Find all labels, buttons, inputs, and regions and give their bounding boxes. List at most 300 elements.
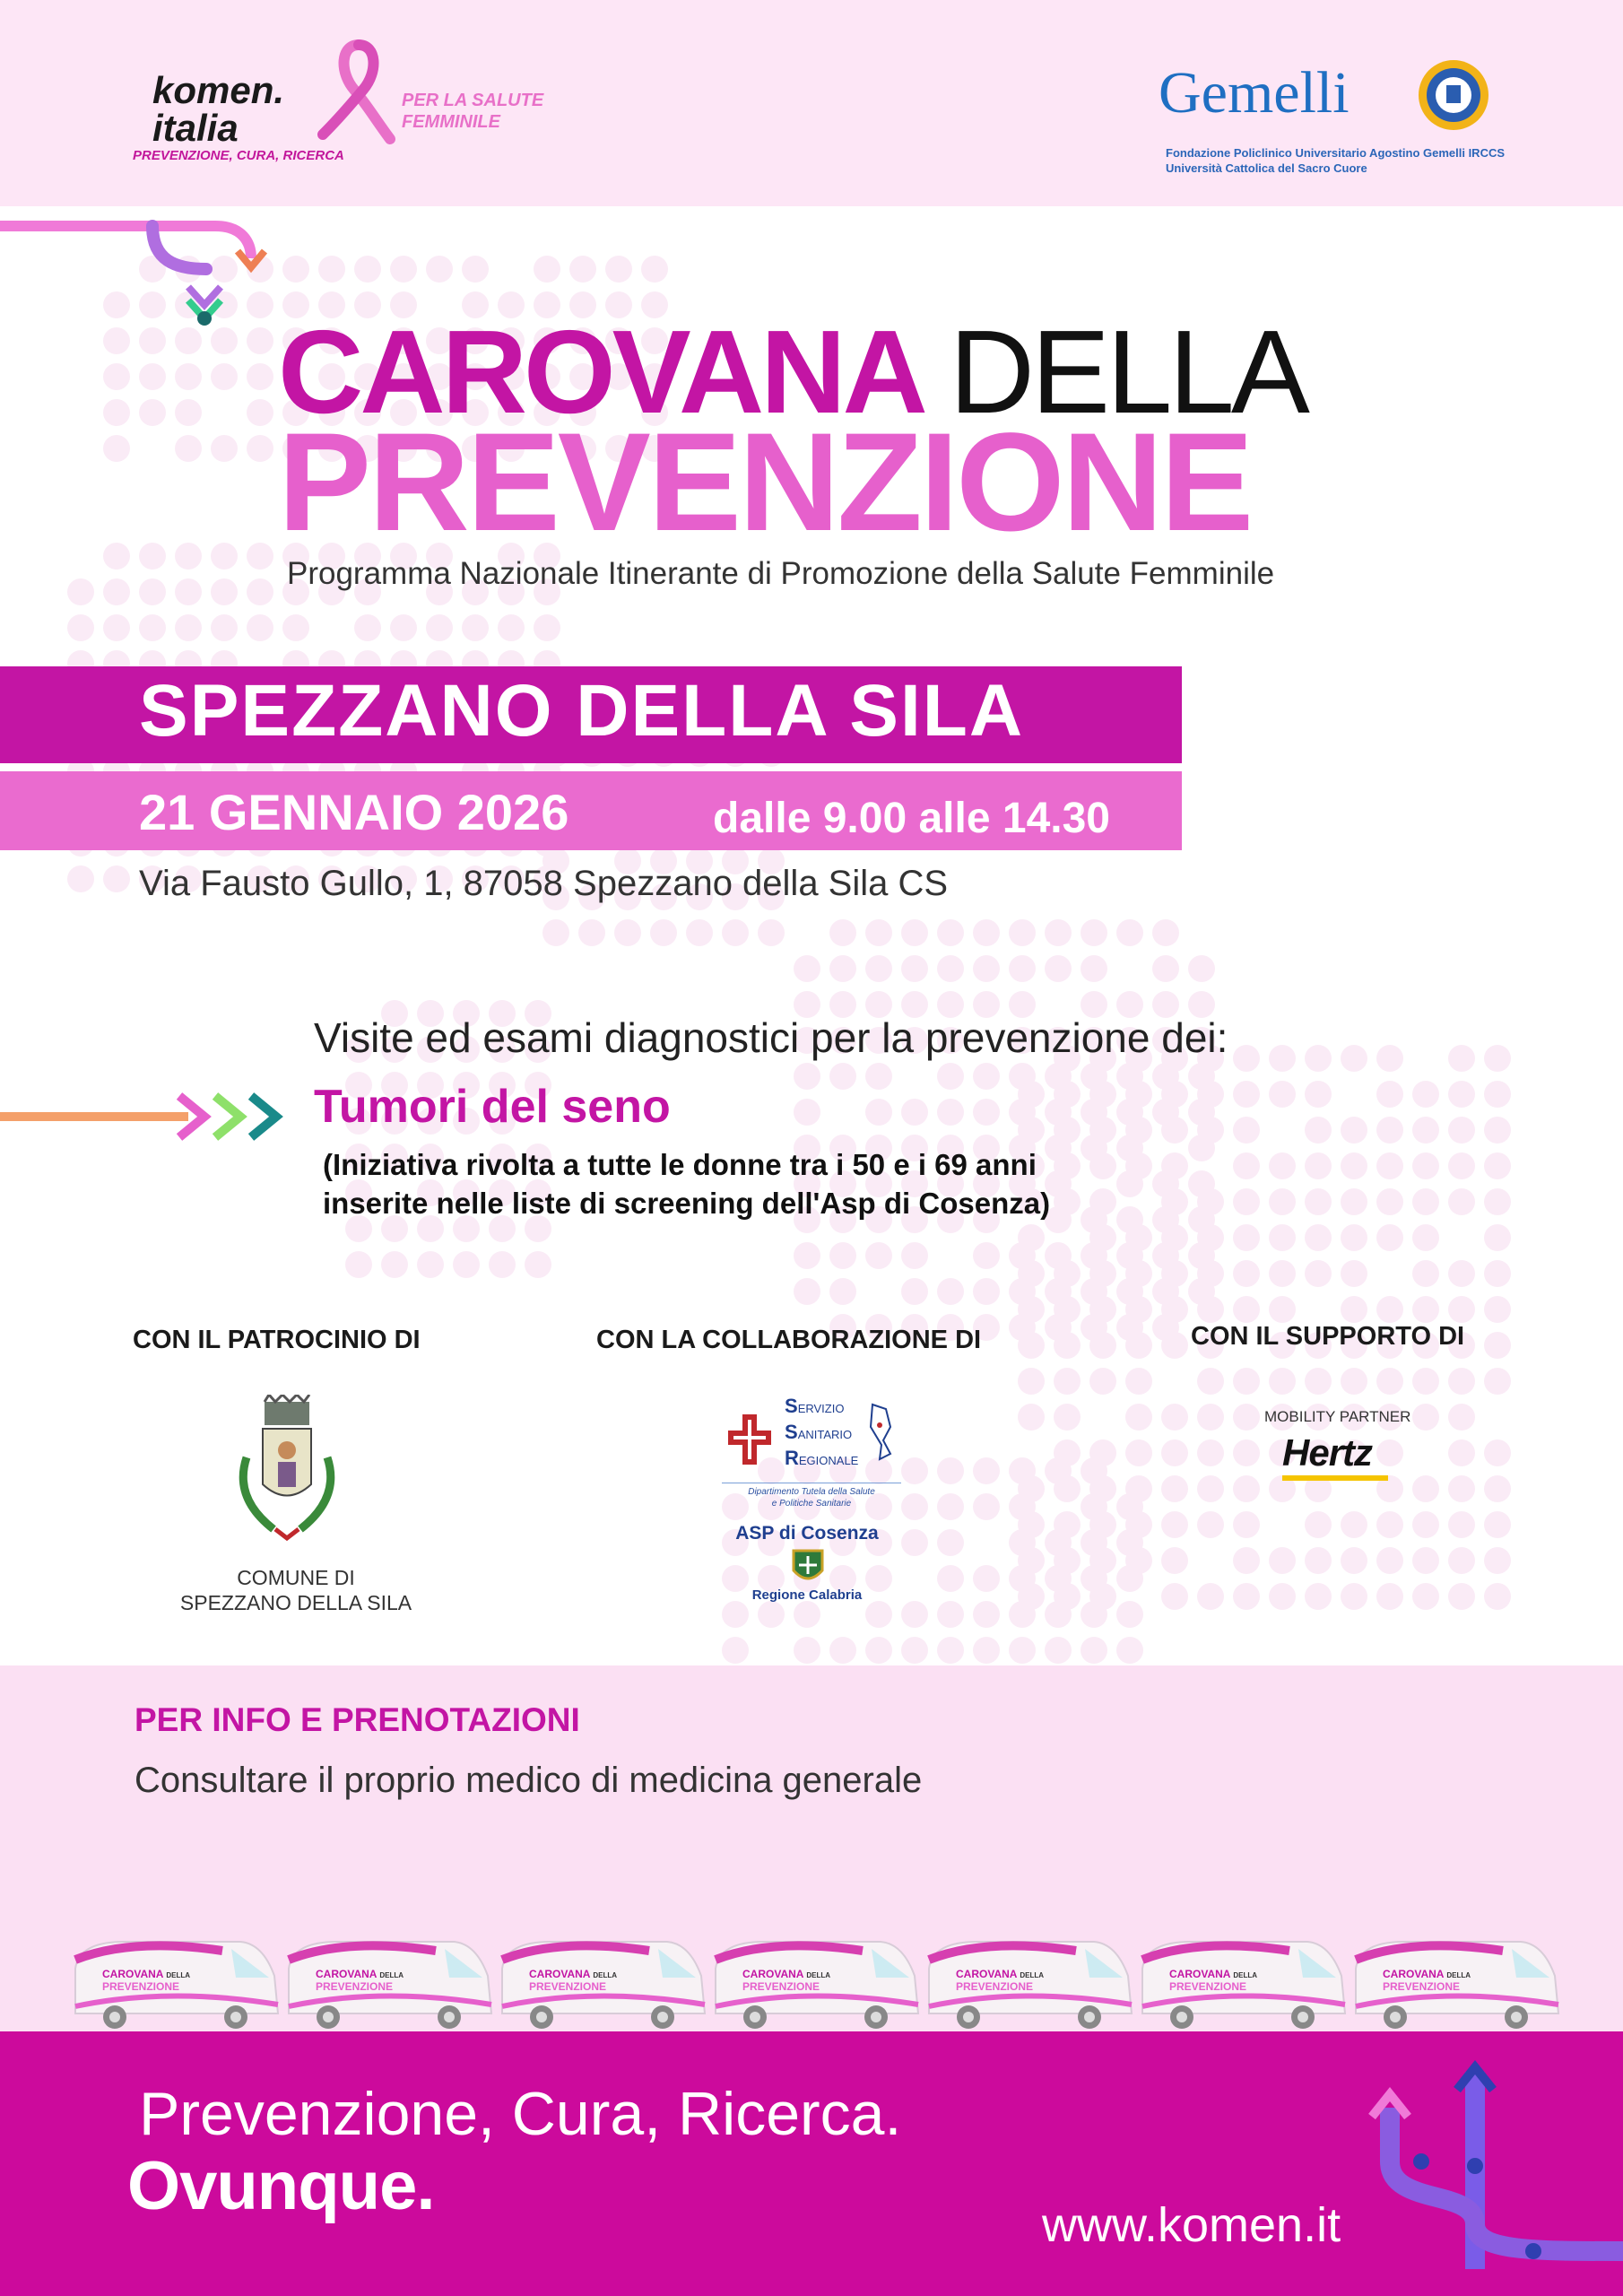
decorative-dot (1448, 1511, 1475, 1538)
decorative-dot (973, 1457, 1000, 1484)
decorative-dot (865, 1099, 892, 1126)
decorative-dot (1305, 1188, 1332, 1215)
ssr-letter3: R (785, 1447, 799, 1469)
decorative-dot (534, 614, 560, 641)
decorative-dot (1233, 1439, 1260, 1466)
decorative-dot (1233, 1296, 1260, 1323)
decorative-dot (1233, 1404, 1260, 1431)
decorative-dot (937, 955, 964, 982)
decorative-dot (139, 614, 166, 641)
asp-name: ASP di Cosenza (735, 1523, 879, 1544)
decorative-dot (901, 1493, 928, 1520)
decorative-dot (865, 1063, 892, 1090)
decorative-dot (1233, 1260, 1260, 1287)
bus-label-prevenzione: PREVENZIONE (1383, 1980, 1461, 1993)
decorative-dot (1305, 1152, 1332, 1179)
decorative-dot (937, 1529, 964, 1556)
decorative-dot (901, 919, 928, 946)
decorative-dot (1233, 1511, 1260, 1538)
decorative-dot (901, 1242, 928, 1269)
decorative-dot (1484, 1188, 1511, 1215)
decorative-dot (103, 399, 130, 426)
bus-label (742, 1969, 830, 1993)
decorative-dot (1116, 1529, 1143, 1556)
decorative-dot (1009, 1637, 1036, 1664)
ssr-line3 (785, 1447, 858, 1473)
decorative-dot (103, 435, 130, 462)
decorative-dot (211, 435, 238, 462)
decorative-dot (247, 578, 273, 605)
decorative-dot (282, 614, 309, 641)
event-address: Via Fausto Gullo, 1, 87058 Spezzano della Sila CS (139, 864, 949, 903)
bus-label-prevenzione: PREVENZIONE (1169, 1980, 1247, 1993)
decorative-dot (605, 256, 632, 283)
department-line2: e Politiche Sanitarie (771, 1499, 852, 1509)
decorative-dot (1412, 1188, 1439, 1215)
bus-label-della: DELLA (593, 1971, 618, 1979)
university-seal-icon (1417, 58, 1490, 132)
decorative-dot (1018, 1404, 1045, 1431)
collaborazione-heading: CON LA COLLABORAZIONE DI (596, 1326, 982, 1354)
decorative-dot (103, 614, 130, 641)
ssr-line1 (785, 1395, 858, 1421)
decorative-dot (462, 614, 489, 641)
decorative-dot (829, 919, 856, 946)
decorative-dot (1448, 1439, 1475, 1466)
decorative-dot (1054, 1117, 1081, 1144)
decorative-dot (1484, 1260, 1511, 1287)
decorative-dot (1305, 1224, 1332, 1251)
ssr-text (785, 1395, 858, 1473)
decorative-dot (247, 614, 273, 641)
decorative-dot (1161, 1404, 1188, 1431)
decorative-dot (354, 614, 381, 641)
decorative-dot (1233, 1224, 1260, 1251)
bus-label-della: DELLA (806, 1971, 831, 1979)
decorative-dot (641, 256, 668, 283)
gemelli-foundation-line2: Università Cattolica del Sacro Cuore (1166, 161, 1367, 175)
bus-label-prevenzione: PREVENZIONE (316, 1980, 394, 1993)
decorative-dot (1197, 1511, 1224, 1538)
bus-label (529, 1969, 617, 1993)
decorative-dot (973, 955, 1000, 982)
decorative-dot (1484, 1224, 1511, 1251)
decorative-dot (1448, 1081, 1475, 1108)
decorative-dot (1341, 1045, 1367, 1072)
decorative-dot (1484, 1439, 1511, 1466)
decorative-arrows-top (0, 206, 287, 332)
decorative-dot (1125, 1117, 1152, 1144)
decorative-dot (318, 256, 345, 283)
decorative-dot (1448, 1152, 1475, 1179)
gemelli-foundation-text (1166, 145, 1551, 176)
decorative-dot (1188, 955, 1215, 982)
ssr-word1: ERVIZIO (797, 1402, 845, 1415)
decorative-dot (247, 543, 273, 570)
decorative-dot (247, 399, 273, 426)
decorative-dot (865, 1242, 892, 1269)
decorative-dot (1448, 1296, 1475, 1323)
region-name: Regione Calabria (751, 1587, 863, 1603)
decorative-dot (1484, 1081, 1511, 1108)
decorative-dot (426, 256, 453, 283)
region-shield-icon (790, 1547, 826, 1587)
decorative-dot (1269, 1224, 1296, 1251)
decorative-dot (1376, 1045, 1403, 1072)
info-title: PER INFO E PRENOTAZIONI (135, 1701, 580, 1738)
decorative-dot (1269, 1045, 1296, 1072)
service-note-line1: (Iniziativa rivolta a tutte le donne tra i 50 e i 69 anni (323, 1148, 1037, 1181)
decorative-dot (1089, 1152, 1116, 1179)
decorative-dot (1305, 1547, 1332, 1574)
bus-label (1169, 1969, 1257, 1993)
decorative-dot (1448, 1188, 1475, 1215)
decorative-dot (1484, 1475, 1511, 1502)
decorative-dot (829, 1278, 856, 1305)
decorative-dot (937, 1063, 964, 1090)
decorative-dot (1161, 1260, 1188, 1287)
decorative-dot (829, 955, 856, 982)
decorative-dot (1081, 955, 1107, 982)
decorative-dot (1269, 1296, 1296, 1323)
decorative-dot (498, 614, 525, 641)
bus-label-della: DELLA (1446, 1971, 1471, 1979)
decorative-dot (103, 543, 130, 570)
bus-label (102, 1969, 190, 1993)
decorative-dot (1197, 1368, 1224, 1395)
decorative-dot (1412, 1583, 1439, 1610)
decorative-dot (937, 1637, 964, 1664)
decorative-dot (1412, 1081, 1439, 1108)
services-intro: Visite ed esami diagnostici per la prevenzione dei: (314, 1014, 1228, 1061)
ssr-word2: ANITARIO (797, 1428, 853, 1441)
decorative-arrows-footer (1345, 2054, 1623, 2296)
decorative-dot (1197, 1475, 1224, 1502)
decorative-dot (1089, 1332, 1116, 1359)
decorative-dot (1018, 1332, 1045, 1359)
decorative-dot (901, 1637, 928, 1664)
decorative-dot (1341, 1511, 1367, 1538)
event-city: SPEZZANO DELLA SILA (139, 670, 1025, 752)
decorative-dot (901, 1529, 928, 1556)
decorative-dot (1081, 1529, 1107, 1556)
decorative-dot (1197, 1404, 1224, 1431)
decorative-dot (1376, 1511, 1403, 1538)
comune-line1: COMUNE DI (237, 1566, 355, 1589)
decorative-dot (1116, 1637, 1143, 1664)
decorative-dot (1161, 1224, 1188, 1251)
decorative-dot (1116, 1493, 1143, 1520)
decorative-dot (1009, 1529, 1036, 1556)
decorative-dot (901, 1099, 928, 1126)
decorative-dot (542, 919, 569, 946)
decorative-dot (139, 399, 166, 426)
decorative-dot (1045, 1637, 1072, 1664)
bus-label-line1 (529, 1969, 617, 1981)
decorative-dot (1125, 1260, 1152, 1287)
decorative-dot (1161, 1152, 1188, 1179)
decorative-dot (1018, 1224, 1045, 1251)
calabria-map-icon (864, 1400, 899, 1463)
patrocinio-heading: CON IL PATROCINIO DI (133, 1326, 421, 1354)
decorative-dot (829, 1242, 856, 1269)
decorative-dot (1305, 1583, 1332, 1610)
decorative-dot (426, 614, 453, 641)
decorative-dot (1125, 1332, 1152, 1359)
decorative-dot (901, 1601, 928, 1628)
bus-label-line1 (102, 1969, 190, 1981)
decorative-dot (1412, 1152, 1439, 1179)
decorative-dot (1152, 955, 1179, 982)
decorative-dot (1412, 1260, 1439, 1287)
decorative-dot (1197, 1439, 1224, 1466)
decorative-dot (569, 256, 596, 283)
ssr-letter1: S (785, 1395, 798, 1417)
decorative-dot (794, 1242, 820, 1269)
decorative-dot (1484, 1547, 1511, 1574)
footer-slogan-line1: Prevenzione, Cura, Ricerca. (139, 2080, 902, 2148)
decorative-dot (1116, 919, 1143, 946)
decorative-dot (1045, 919, 1072, 946)
bus-illustration (283, 1933, 497, 2036)
decorative-dot (1054, 1260, 1081, 1287)
decorative-dot (1197, 1583, 1224, 1610)
decorative-dot (1341, 1368, 1367, 1395)
decorative-dot (937, 1099, 964, 1126)
decorative-dot (175, 578, 202, 605)
decorative-dot (973, 1099, 1000, 1126)
decorative-dot (1341, 1583, 1367, 1610)
bus-label-line1 (316, 1969, 404, 1981)
decorative-dot (1233, 1368, 1260, 1395)
decorative-dot (758, 919, 785, 946)
ssr-letter2: S (785, 1421, 798, 1443)
decorative-dot (1161, 1583, 1188, 1610)
decorative-dot (1045, 955, 1072, 982)
decorative-dot (1484, 1583, 1511, 1610)
decorative-dot (1018, 1260, 1045, 1287)
decorative-dot (722, 919, 749, 946)
decorative-dot (794, 1063, 820, 1090)
decorative-dot (1009, 1457, 1036, 1484)
komen-tagline: PREVENZIONE, CURA, RICERCA (133, 148, 344, 163)
decorative-dot (1341, 1152, 1367, 1179)
title-carovana: CAROVANA (278, 306, 920, 438)
decorative-dot (525, 1251, 551, 1278)
bus-illustration (710, 1933, 924, 2036)
decorative-dot (865, 919, 892, 946)
hertz-logo: Hertz (1282, 1431, 1373, 1474)
decorative-dot (211, 363, 238, 390)
decorative-dot (1376, 1224, 1403, 1251)
asp-cosenza-logo (722, 1395, 901, 1610)
decorative-dot (1269, 1583, 1296, 1610)
decorative-dot (417, 1251, 444, 1278)
decorative-dot (1081, 1601, 1107, 1628)
bus-label-prevenzione: PREVENZIONE (529, 1980, 607, 1993)
decorative-dot (1305, 1117, 1332, 1144)
decorative-dot (1484, 1152, 1511, 1179)
decorative-dot (1089, 1224, 1116, 1251)
decorative-dot (1233, 1547, 1260, 1574)
decorative-dot (1412, 1117, 1439, 1144)
decorative-dot (865, 1637, 892, 1664)
bus-illustration (70, 1933, 283, 2036)
decorative-dot (1376, 1547, 1403, 1574)
decorative-dot (139, 578, 166, 605)
bus-label-carovana: CAROVANA (742, 1968, 803, 1980)
bus-label-prevenzione: PREVENZIONE (956, 1980, 1034, 1993)
decorative-dot (1412, 1475, 1439, 1502)
gemelli-foundation-line1: Fondazione Policlinico Universitario Agostino Gemelli IRCCS (1166, 146, 1506, 160)
event-date: 21 GENNAIO 2026 (139, 784, 569, 840)
komen-side-text: PER LA SALUTE FEMMINILE (402, 91, 544, 132)
decorative-dot (1269, 1368, 1296, 1395)
decorative-dot (829, 1637, 856, 1664)
decorative-dot (1161, 1332, 1188, 1359)
decorative-dot (973, 1601, 1000, 1628)
decorative-dot (103, 578, 130, 605)
ssr-word3: EGIONALE (798, 1454, 859, 1467)
decorative-dot (1412, 1547, 1439, 1574)
decorative-dot (1305, 1511, 1332, 1538)
decorative-dot (578, 919, 605, 946)
decorative-dot (1197, 1117, 1224, 1144)
decorative-dot (1376, 1152, 1403, 1179)
decorative-dot (794, 1637, 820, 1664)
decorative-dot (973, 1278, 1000, 1305)
comune-name (135, 1565, 457, 1615)
department-line1: Dipartimento Tutela della Salute (748, 1487, 875, 1497)
decorative-dot (211, 614, 238, 641)
bus-label-della: DELLA (1020, 1971, 1045, 1979)
decorative-dot (1161, 1081, 1188, 1108)
decorative-dot (1412, 1511, 1439, 1538)
decorative-dot (1125, 1404, 1152, 1431)
decorative-dot (211, 578, 238, 605)
decorative-dot (1125, 1439, 1152, 1466)
decorative-dot (247, 363, 273, 390)
decorative-dot (1009, 919, 1036, 946)
decorative-dot (1045, 1529, 1072, 1556)
bus-label-prevenzione: PREVENZIONE (102, 1980, 180, 1993)
bus-illustration (1350, 1933, 1564, 2036)
decorative-dot (937, 1278, 964, 1305)
decorative-dot (1161, 1547, 1188, 1574)
decorative-dot (1305, 1260, 1332, 1287)
decorative-dot (1412, 1296, 1439, 1323)
mobility-partner-label: MOBILITY PARTNER (1264, 1408, 1411, 1425)
decorative-dot (1009, 1493, 1036, 1520)
bus-label-carovana: CAROVANA (1169, 1968, 1230, 1980)
decorative-dot (973, 1063, 1000, 1090)
bus-label-carovana: CAROVANA (102, 1968, 163, 1980)
bus-label-line1 (1383, 1969, 1471, 1981)
decorative-dot (937, 1565, 964, 1592)
decorative-dot (794, 1099, 820, 1126)
decorative-dot (1197, 1081, 1224, 1108)
decorative-dot (614, 919, 641, 946)
department-text (722, 1486, 901, 1509)
decorative-dot (1161, 1511, 1188, 1538)
bus-label-line1 (1169, 1969, 1257, 1981)
decorative-dot (1018, 1296, 1045, 1323)
decorative-dot (1448, 1404, 1475, 1431)
decorative-dot (1448, 1045, 1475, 1072)
municipal-crest-icon (220, 1395, 354, 1552)
decorative-dot (390, 614, 417, 641)
decorative-dot (1089, 1188, 1116, 1215)
decorative-dot (354, 256, 381, 283)
decorative-dot (973, 1637, 1000, 1664)
decorative-dot (1484, 1368, 1511, 1395)
service-note-line2: inserite nelle liste di screening dell'Asp di Cosenza) (323, 1187, 1051, 1220)
decorative-dot (1484, 1332, 1511, 1359)
decorative-dot (1116, 1565, 1143, 1592)
decorative-dot (1233, 1152, 1260, 1179)
ribbon-icon (305, 36, 412, 152)
decorative-dot (1125, 1152, 1152, 1179)
decorative-dot (973, 1493, 1000, 1520)
decorative-dot (1045, 1565, 1072, 1592)
bus-label-carovana: CAROVANA (956, 1968, 1017, 1980)
decorative-dot (139, 543, 166, 570)
chevron-arrows-icon (0, 1085, 296, 1148)
decorative-dot (1484, 1117, 1511, 1144)
decorative-dot (1161, 1439, 1188, 1466)
decorative-dot (1376, 1296, 1403, 1323)
service-item: Tumori del seno (314, 1081, 671, 1133)
decorative-dot (1009, 1565, 1036, 1592)
red-cross-icon (726, 1413, 773, 1466)
decorative-dot (1448, 1117, 1475, 1144)
comune-line2: SPEZZANO DELLA SILA (179, 1591, 412, 1614)
event-time: dalle 9.00 alle 14.30 (713, 795, 1110, 842)
decorative-dot (1116, 1601, 1143, 1628)
decorative-dot (901, 1278, 928, 1305)
decorative-dot (1269, 1188, 1296, 1215)
decorative-dot (1125, 1368, 1152, 1395)
decorative-dot (1125, 1296, 1152, 1323)
decorative-dot (1233, 1117, 1260, 1144)
decorative-dot (1376, 1439, 1403, 1466)
decorative-dot (1233, 1475, 1260, 1502)
decorative-dot (1448, 1547, 1475, 1574)
decorative-dot (937, 1601, 964, 1628)
bus-label-line1 (956, 1969, 1044, 1981)
decorative-dot (1089, 1296, 1116, 1323)
decorative-dot (1269, 1081, 1296, 1108)
decorative-dot (1045, 1601, 1072, 1628)
decorative-dot (1161, 1296, 1188, 1323)
decorative-dot (1376, 1368, 1403, 1395)
decorative-dot (211, 543, 238, 570)
decorative-dot (1089, 1117, 1116, 1144)
decorative-dot (489, 1251, 516, 1278)
decorative-dot (973, 919, 1000, 946)
decorative-dot (1376, 1081, 1403, 1108)
decorative-dot (1448, 1260, 1475, 1287)
bus-illustration (1137, 1933, 1350, 2036)
decorative-dot (865, 955, 892, 982)
decorative-dot (67, 614, 94, 641)
decorative-dot (1018, 1081, 1045, 1108)
decorative-dot (1054, 1332, 1081, 1359)
decorative-dot (1089, 1081, 1116, 1108)
bus-illustration (497, 1933, 710, 2036)
decorative-dot (1269, 1547, 1296, 1574)
decorative-dot (1341, 1188, 1367, 1215)
